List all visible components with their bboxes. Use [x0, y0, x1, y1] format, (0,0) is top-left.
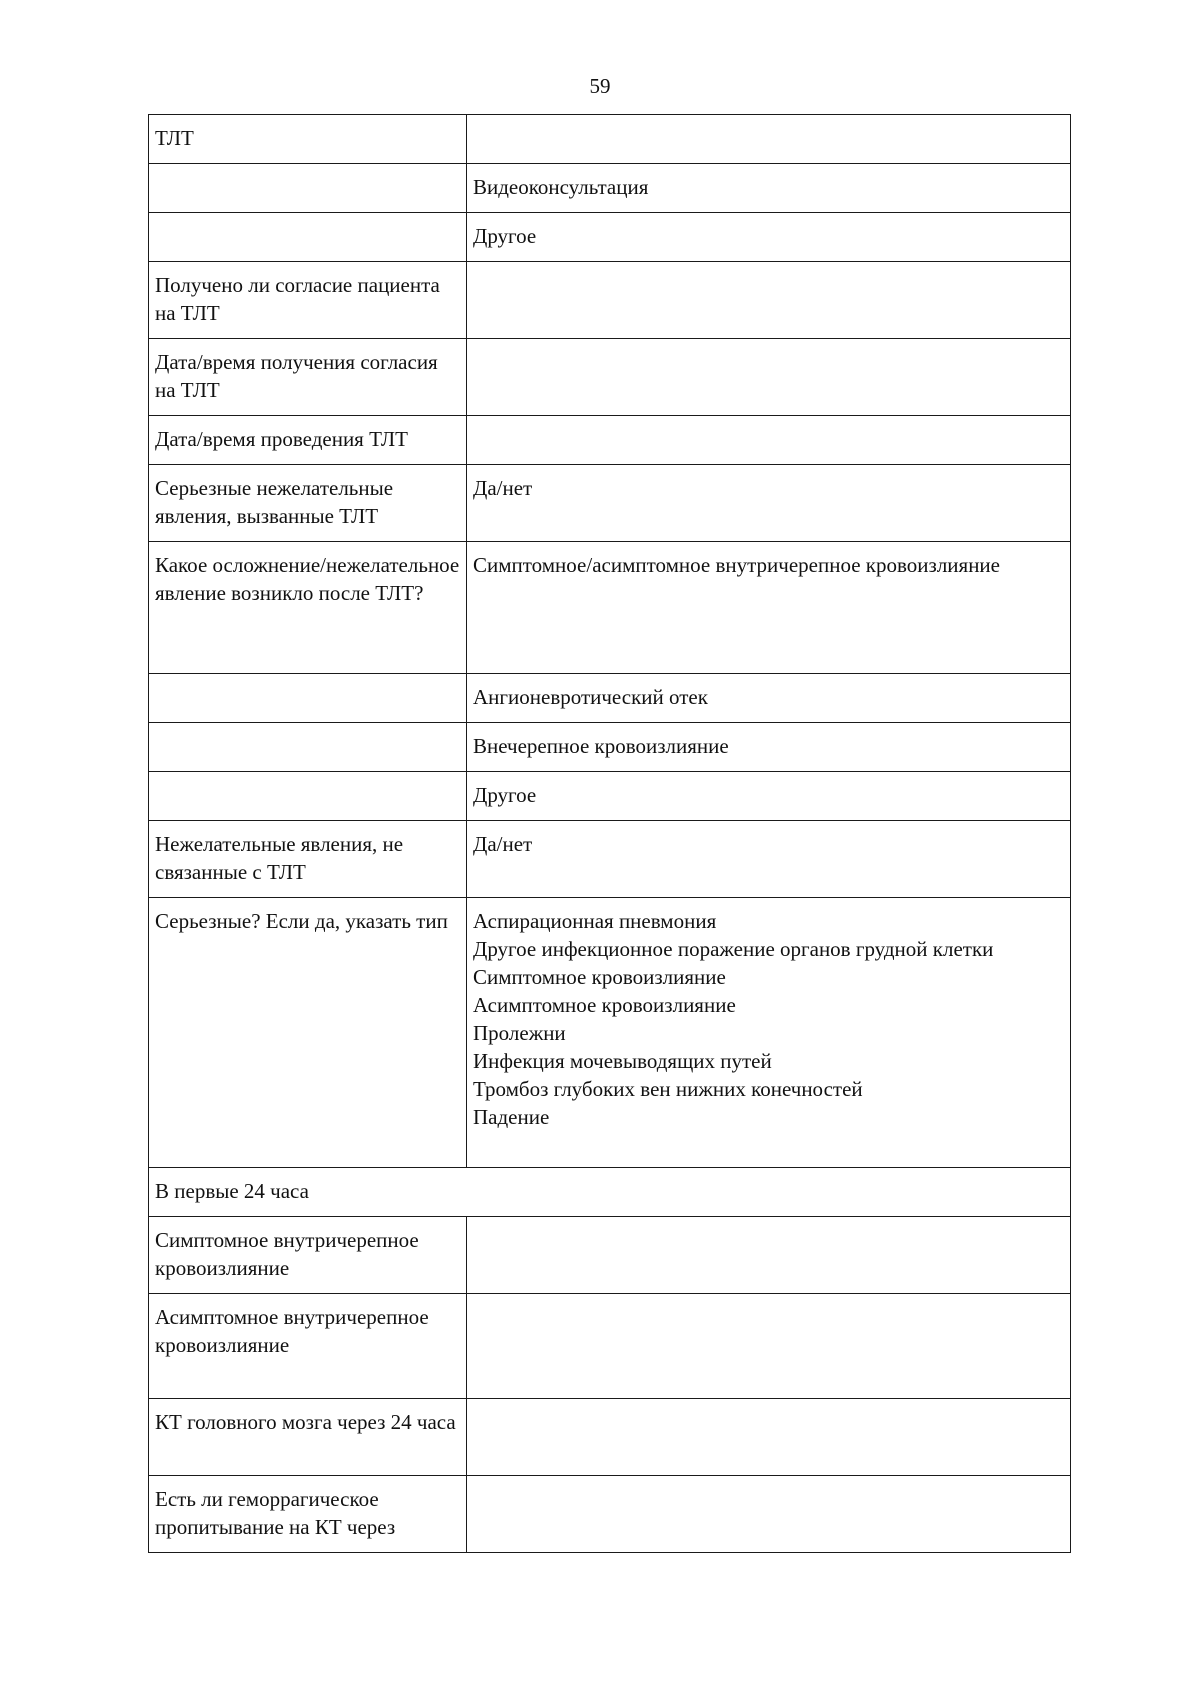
option-item: Асимптомное кровоизлияние	[473, 993, 736, 1017]
option-item: Другое инфекционное поражение органов грудной клетки	[473, 937, 994, 961]
table-row	[149, 213, 1071, 262]
table-row	[149, 1217, 1071, 1294]
field-label-cell	[149, 213, 467, 262]
field-label-cell: Симптомное внутричерепное кровоизлияние	[149, 1217, 467, 1294]
field-label-cell	[149, 164, 467, 213]
field-label-cell: Серьезные? Если да, указать тип	[149, 898, 467, 1168]
option-item: Падение	[473, 1105, 550, 1129]
section-heading-cell: В первые 24 часа	[149, 1168, 1071, 1217]
table-row	[149, 542, 1071, 674]
option-item: Аспирационная пневмония	[473, 909, 717, 933]
field-value-cell	[467, 898, 1071, 1168]
field-value-cell	[467, 1476, 1071, 1553]
table-row	[149, 262, 1071, 339]
field-value-cell: Другое	[467, 213, 1071, 262]
table-row	[149, 1294, 1071, 1399]
option-item: Тромбоз глубоких вен нижних конечностей	[473, 1077, 863, 1101]
field-value-cell	[467, 262, 1071, 339]
field-value-cell: Да/нет	[467, 821, 1071, 898]
field-label-cell	[149, 674, 467, 723]
field-label-cell: Нежелательные явления, не связанные с ТЛТ	[149, 821, 467, 898]
field-value-cell: Другое	[467, 772, 1071, 821]
field-value-cell: Внечерепное кровоизлияние	[467, 723, 1071, 772]
field-label-cell: Дата/время получения согласия на ТЛТ	[149, 339, 467, 416]
field-label-cell	[149, 772, 467, 821]
field-value-cell	[467, 416, 1071, 465]
table-row	[149, 1168, 1071, 1217]
table-row	[149, 772, 1071, 821]
table-row	[149, 416, 1071, 465]
option-item: Симптомное кровоизлияние	[473, 965, 726, 989]
field-value-cell: Видеоконсультация	[467, 164, 1071, 213]
field-value-cell	[467, 1399, 1071, 1476]
table-row	[149, 1476, 1071, 1553]
field-value-cell	[467, 339, 1071, 416]
field-value-cell	[467, 1217, 1071, 1294]
field-label-cell: Получено ли согласие пациента на ТЛТ	[149, 262, 467, 339]
field-label-cell: КТ головного мозга через 24 часа	[149, 1399, 467, 1476]
field-label-cell	[149, 723, 467, 772]
table-row	[149, 723, 1071, 772]
table-row	[149, 821, 1071, 898]
table-row	[149, 674, 1071, 723]
table-row	[149, 164, 1071, 213]
field-label-cell: Дата/время проведения ТЛТ	[149, 416, 467, 465]
table-row	[149, 898, 1071, 1168]
field-value-cell: Ангионевротический отек	[467, 674, 1071, 723]
form-table	[148, 114, 1071, 1553]
field-value-cell: Да/нет	[467, 465, 1071, 542]
table-row	[149, 1399, 1071, 1476]
field-label-cell: Есть ли геморрагическое пропитывание на КТ через	[149, 1476, 467, 1553]
table-body	[149, 115, 1071, 1553]
table-row	[149, 339, 1071, 416]
field-label-cell: Какое осложнение/нежелательное явление возникло после ТЛТ?	[149, 542, 467, 674]
field-label-cell: Серьезные нежелательные явления, вызванные ТЛТ	[149, 465, 467, 542]
table-row	[149, 465, 1071, 542]
table-row	[149, 115, 1071, 164]
field-label-cell: Асимптомное внутричерепное кровоизлияние	[149, 1294, 467, 1399]
field-label-cell: ТЛТ	[149, 115, 467, 164]
page-number: 59	[589, 74, 611, 98]
field-value-cell	[467, 115, 1071, 164]
option-item: Пролежни	[473, 1021, 566, 1045]
option-item: Инфекция мочевыводящих путей	[473, 1049, 772, 1073]
field-value-cell: Симптомное/асимптомное внутричерепное кровоизлияние	[467, 542, 1071, 674]
field-value-cell	[467, 1294, 1071, 1399]
